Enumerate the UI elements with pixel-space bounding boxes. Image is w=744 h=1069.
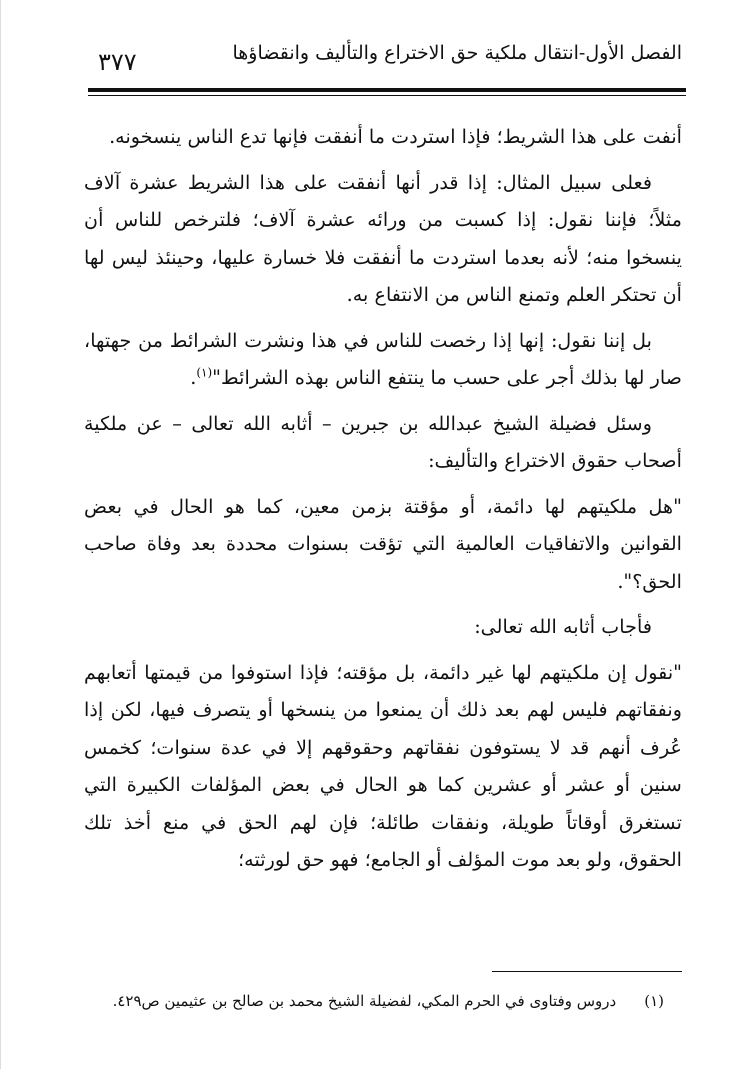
paragraph-gap: [84, 314, 682, 322]
page-edge-shadow: [0, 0, 1, 1069]
paragraph-gap: [84, 156, 682, 164]
page-header: [98, 34, 682, 84]
paragraph-6: فأجاب أثابه الله تعالى:: [474, 615, 652, 638]
header-rule-thin: [88, 95, 686, 96]
footnote-number: (١): [644, 992, 664, 1010]
footnote-text: دروس وفتاوى في الحرم المكي، لفضيلة الشيخ محمد بن صالح بن عثيمين ص٤٢٩.: [112, 992, 617, 1010]
paragraph-3-text: بل إننا نقول: إنها إذا رخصت للناس في هذا ونشرت الشرائط من جهتها، صار لها بذلك أجر على حسب ما ينتفع الناس بهذه الشرائط": [84, 328, 682, 389]
main-body-text: [84, 118, 682, 879]
header-rule-thick: [88, 88, 686, 92]
paragraph-gap: [84, 600, 682, 608]
paragraph-gap: [84, 397, 682, 405]
paragraph-5-quote: "هل ملكيتهم لها دائمة، أو مؤقتة بزمن معين، كما هو الحال في بعض القوانين والاتفاقيات العالمية التي تؤقت بسنوات محددة بعد وفاة صاحب الحق؟".: [84, 494, 682, 593]
footnote-reference: (١): [196, 365, 213, 380]
page-number: ٣٧٧: [98, 48, 137, 76]
footnote: [112, 989, 664, 1013]
footnote-separator: [492, 971, 682, 972]
paragraph-4: وسئل فضيلة الشيخ عبدالله بن جبرين – أثابه الله تعالى – عن ملكية أصحاب حقوق الاختراع والتأليف:: [84, 411, 682, 472]
running-title: الفصل الأول-انتقال ملكية حق الاختراع والتأليف وانقضاؤها: [232, 42, 682, 64]
paragraph-gap: [84, 480, 682, 488]
paragraph-gap: [84, 646, 682, 654]
paragraph-3: [84, 322, 682, 397]
paragraph-2: فعلى سبيل المثال: إذا قدر أنها أنفقت على هذا الشريط عشرة آلاف مثلاً؛ فإننا نقول: إذا كسبت من ورائه عشرة آلاف؛ فلترخص للناس أن ينسخوا منه؛ لأنه بعدما استردت ما أنفقت فلا خسارة عليها، وحينئذ ليس لها أن تحتكر العلم وتمنع الناس من الانتفاع به.: [84, 170, 682, 306]
paragraph-7-quote: "نقول إن ملكيتهم لها غير دائمة، بل مؤقته؛ فإذا استوفوا من قيمتها أتعابهم ونفقاتهم فليس لهم بعد ذلك أن يمنعوا من ينسخها أو يتصرف فيها، لكن إذا عُرف أنهم قد لا يستوفون نفقاتهم وحقوقهم إلا في عدة سنوات؛ كخمس سنين أو عشر أو عشرين كما هو الحال في بعض المؤلفات الكبيرة التي تستغرق أوقاتاً طويلة، ونفقات طائلة؛ فإن لهم الحق في منع أخذ تلك الحقوق، ولو بعد موت المؤلف أو الجامع؛ فهو حق لورثته؛: [84, 660, 682, 871]
paragraph-3-end: .: [190, 366, 197, 389]
paragraph-1: أنفت على هذا الشريط؛ فإذا استردت ما أنفقت فإنها تدع الناس ينسخونه.: [109, 125, 682, 148]
